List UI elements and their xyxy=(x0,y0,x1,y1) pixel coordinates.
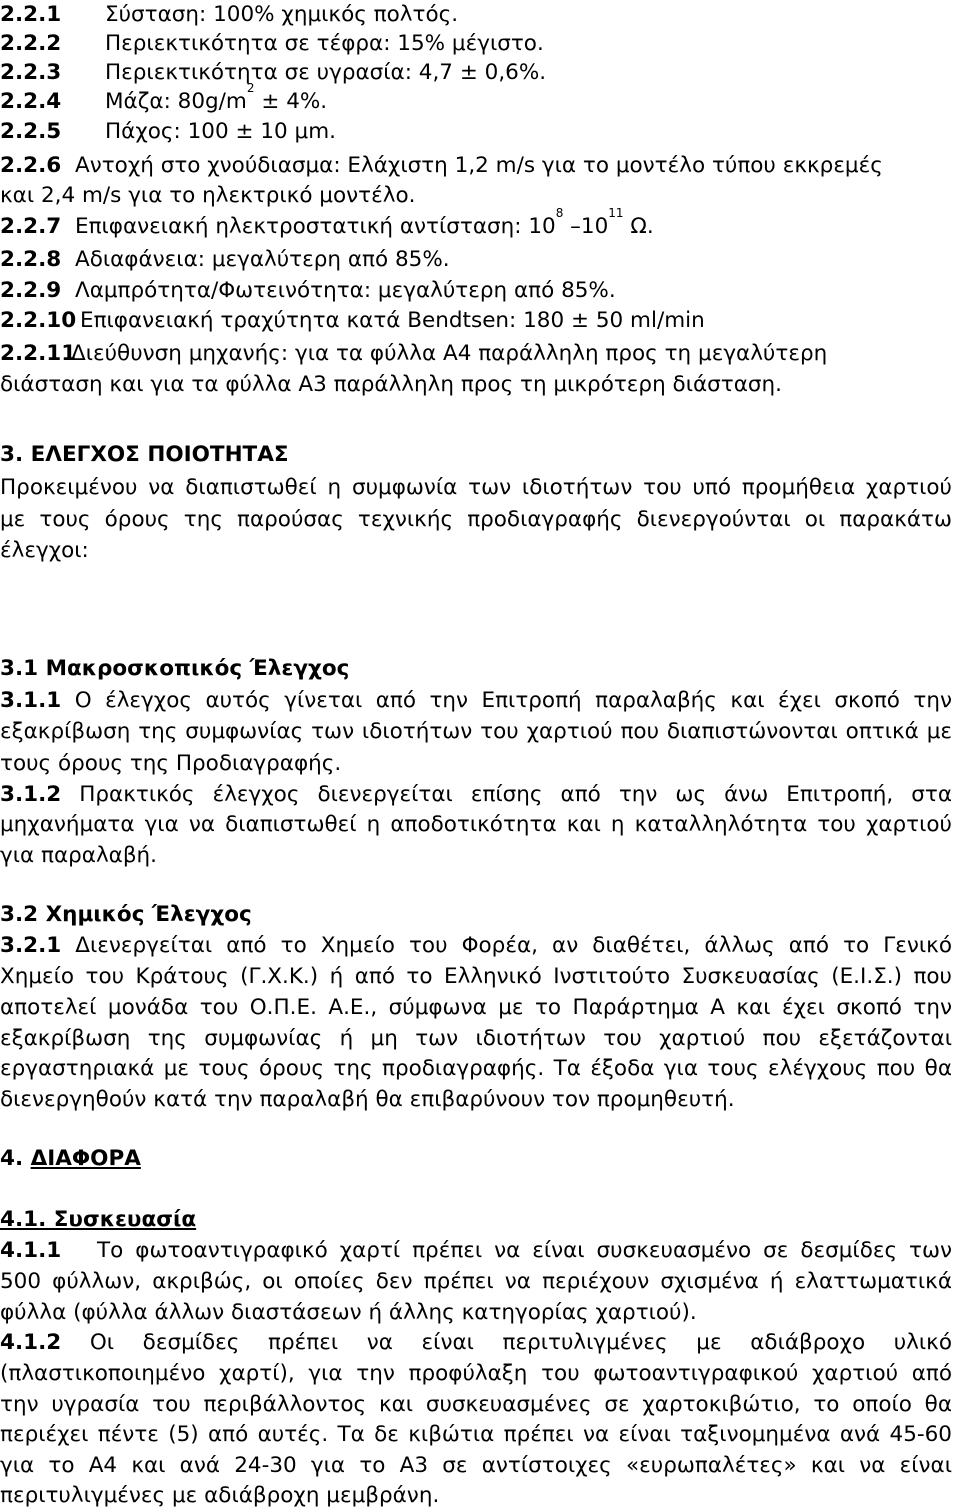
paragraph-line: έλεγχοι: xyxy=(0,538,89,563)
section-heading: 4. ΔΙΑΦΟΡΑ xyxy=(0,1146,141,1171)
paragraph-line: περιτυλιγμένες με αδιάβροχη μεμβράνη. xyxy=(0,1483,440,1508)
paragraph-line: (πλαστικοποιημένο χαρτί), για την προφύλαξη του φωτοαντιγραφικού χαρτιού από xyxy=(0,1361,952,1386)
spec-item: 2.2.1 Σύσταση: 100% χημικός πολτός. xyxy=(0,2,459,27)
paragraph-line: αποτελεί μονάδα του Ο.Π.Ε. Α.Ε., σύμφωνα με το Παράρτημα Α και έχει σκοπό την xyxy=(0,995,952,1020)
paragraph-line: 3.1.2 Πρακτικός έλεγχος διενεργείται επίσης από την ως άνω Επιτροπή, στα xyxy=(0,782,952,807)
spec-item: 2.2.4 Μάζα: $80g/m^2 \pm 4\%$. xyxy=(0,81,328,114)
paragraph-line: την υγρασία του περιβάλλοντος και συσκευασμένες σε χαρτοκιβώτιο, το οποίο θα xyxy=(0,1392,952,1417)
paragraph-line: 4.1.1 Το φωτοαντιγραφικό χαρτί πρέπει να είναι συσκευασμένο σε δεσμίδες των xyxy=(0,1238,952,1263)
subsection-heading: 3.1 Μακροσκοπικός Έλεγχος xyxy=(0,656,350,681)
paragraph-line: μηχανήματα για να διαπιστωθεί η αποδοτικότητα και η καταλληλότητα του χαρτιού xyxy=(0,812,952,837)
spec-item-continuation: διάσταση και για τα φύλλα Α3 παράλληλη προς τη μικρότερη διάσταση. xyxy=(0,372,782,397)
paragraph-line: εργαστηριακά με τους όρους της προδιαγραφής. Τα έξοδα για τους ελέγχους που θα xyxy=(0,1056,952,1081)
paragraph-line: 3.1.1 Ο έλεγχος αυτός γίνεται από την Επιτροπή παραλαβής και έχει σκοπό την xyxy=(0,688,952,713)
spec-item: 2.2.10 Επιφανειακή τραχύτητα κατά Bendtsen: 180 ± 50 ml/min xyxy=(0,308,705,333)
paragraph-line: διενεργηθούν κατά την παραλαβή θα επιβαρύνουν τον προμηθευτή. xyxy=(0,1087,735,1112)
paragraph-line: για το Α4 και ανά 24-30 για το Α3 σε αντίστοιχες «ευρωπαλέτες» και να είναι xyxy=(0,1453,952,1478)
paragraph-line: 3.2.1 Διενεργείται από το Χημείο του Φορέα, αν διαθέτει, άλλως από το Γενικό xyxy=(0,933,952,958)
paragraph-line: φύλλα (φύλλα άλλων διαστάσεων ή άλλης κατηγορίας χαρτιού). xyxy=(0,1300,697,1325)
subsection-heading: 3.2 Χημικός Έλεγχος xyxy=(0,902,252,927)
paragraph-line: εξακρίβωση της συμφωνίας των ιδιοτήτων του χαρτιού που διαπιστώνονται οπτικά με xyxy=(0,719,952,744)
paragraph-line: με τους όρους της παρούσας τεχνικής προδιαγραφής διενεργούνται οι παρακάτω xyxy=(0,507,952,532)
spec-item-continuation: και 2,4 m/s για το ηλεκτρικό μοντέλο. xyxy=(0,183,416,208)
spec-item: 2.2.3 Περιεκτικότητα σε υγρασία: 4,7 ± 0,6%. xyxy=(0,60,547,85)
spec-item: 2.2.5 Πάχος: 100 ± 10 μm. xyxy=(0,119,336,144)
paragraph-line: περιέχει πέντε (5) από αυτές. Τα δε κιβώτια πρέπει να είναι ταξινομημένα ανά 45-60 xyxy=(0,1422,952,1447)
paragraph-line: 4.1.2 Οι δεσμίδες πρέπει να είναι περιτυλιγμένες με αδιάβροχο υλικό xyxy=(0,1330,952,1355)
spec-item: 2.2.6 Αντοχή στο χνούδιασμα: Ελάχιστη 1,2 m/s για το μοντέλο τύπου εκκρεμές xyxy=(0,153,883,178)
paragraph-line: εξακρίβωση της συμφωνίας ή μη των ιδιοτήτων του χαρτιού που εξετάζονται xyxy=(0,1026,952,1051)
spec-item: 2.2.7 Επιφανειακή ηλεκτροστατική αντίσταση: $10^8$ $-10^{11}$ Ω. xyxy=(0,206,654,239)
paragraph-line: 500 φύλλων, ακριβώς, οι οποίες δεν πρέπει να περιέχουν σχισμένα ή ελαττωματικά xyxy=(0,1269,952,1294)
paragraph-line: τους όρους της Προδιαγραφής. xyxy=(0,751,342,776)
paragraph-line: για παραλαβή. xyxy=(0,843,158,868)
section-heading: 3. ΕΛΕΓΧΟΣ ΠΟΙΟΤΗΤΑΣ xyxy=(0,442,289,467)
spec-item: 2.2.9 Λαμπρότητα/Φωτεινότητα: μεγαλύτερη από 85%. xyxy=(0,278,616,303)
spec-item: 2.2.11Διεύθυνση μηχανής: για τα φύλλα Α4 παράλληλη προς τη μεγαλύτερη xyxy=(0,341,828,366)
paragraph-line: Προκειμένου να διαπιστωθεί η συμφωνία των ιδιοτήτων του υπό προμήθεια χαρτιού xyxy=(0,475,952,500)
subsection-heading: 4.1. Συσκευασία xyxy=(0,1207,197,1232)
spec-item: 2.2.2 Περιεκτικότητα σε τέφρα: 15% μέγιστο. xyxy=(0,31,544,56)
paragraph-line: Χημείο του Κράτους (Γ.Χ.Κ.) ή από το Ελληνικό Ινστιτούτο Συσκευασίας (Ε.Ι.Σ.) που xyxy=(0,964,952,989)
spec-item: 2.2.8 Αδιαφάνεια: μεγαλύτερη από 85%. xyxy=(0,247,450,272)
